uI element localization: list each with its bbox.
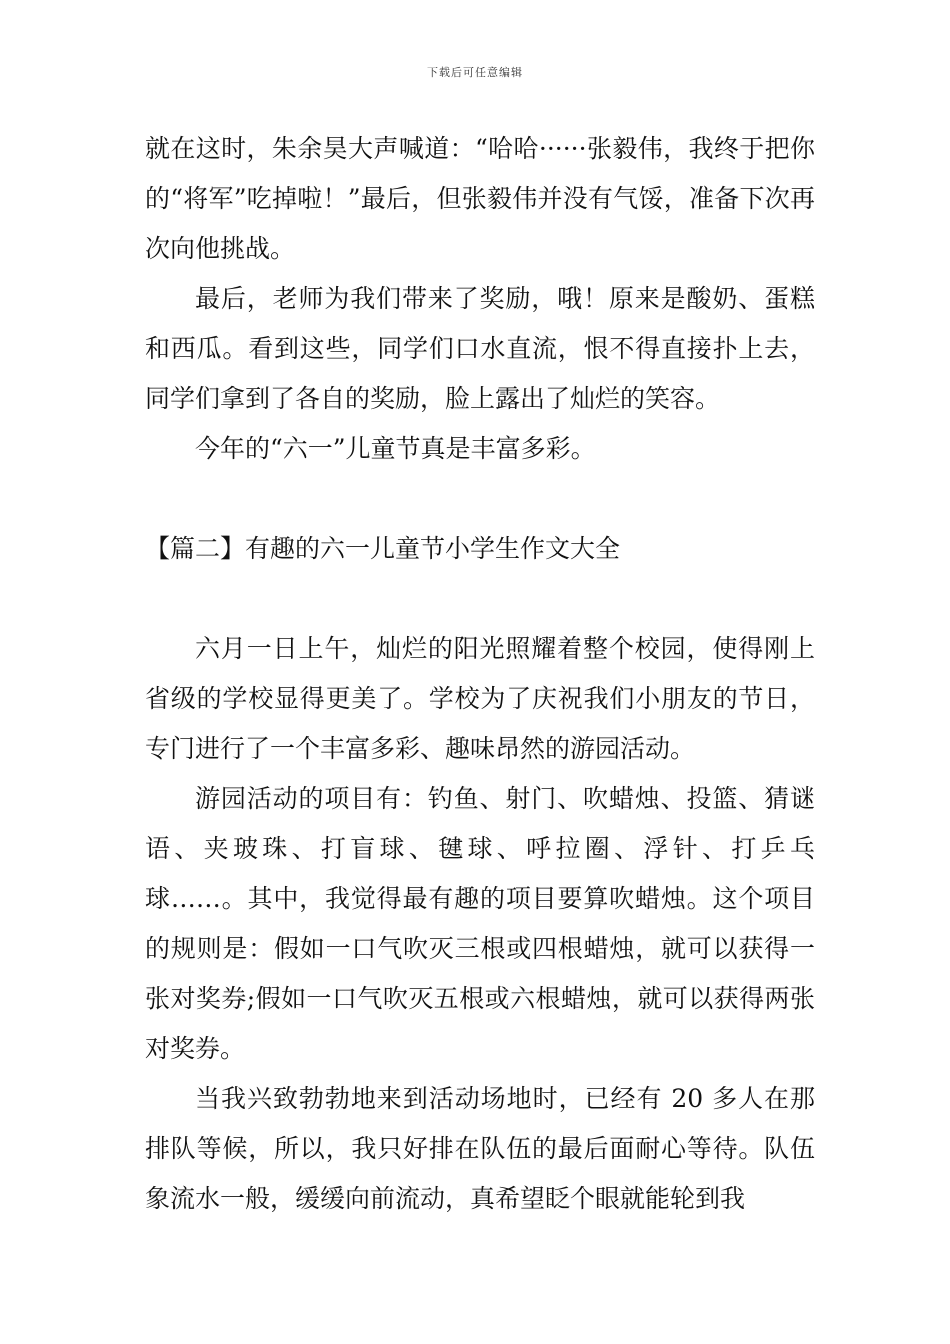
paragraph-4: 六月一日上午，灿烂的阳光照耀着整个校园，使得刚上省级的学校显得更美了。学校为了庆祝我们小朋友的节日，专门进行了一个丰富多彩、趣味昂然的游园活动。 (145, 634, 815, 763)
paragraph-1: 就在这时，朱余昊大声喊道：“哈哈······张毅伟，我终于把你的“将军”吃掉啦！”最后，但张毅伟并没有气馁，准备下次再次向他挑战。 (145, 134, 815, 263)
paragraph-2: 最后，老师为我们带来了奖励，哦！原来是酸奶、蛋糕和西瓜。看到这些，同学们口水直流，恨不得直接扑上去，同学们拿到了各自的奖励，脸上露出了灿烂的笑容。 (145, 284, 815, 413)
document-body (145, 124, 815, 1224)
section-title: 【篇二】有趣的六一儿童节小学生作文大全 (145, 534, 621, 563)
page-header: 下载后可任意编辑 (427, 66, 523, 79)
paragraph-3: 今年的“六一”儿童节真是丰富多彩。 (195, 434, 596, 463)
paragraph-5: 游园活动的项目有：钓鱼、射门、吹蜡烛、投篮、猜谜语、夹玻珠、打盲球、毽球、呼拉圈、浮针、打乒乓球……。其中，我觉得最有趣的项目要算吹蜡烛。这个项目的规则是：假如一口气吹灭三根或四根蜡烛，就可以获得一张对奖券;假如一口气吹灭五根或六根蜡烛，就可以获得两张对奖券。 (145, 784, 815, 1063)
paragraph-6: 当我兴致勃勃地来到活动场地时，已经有 20 多人在那排队等候，所以，我只好排在队伍的最后面耐心等待。队伍象流水一般，缓缓向前流动，真希望眨个眼就能轮到我 (145, 1084, 815, 1213)
